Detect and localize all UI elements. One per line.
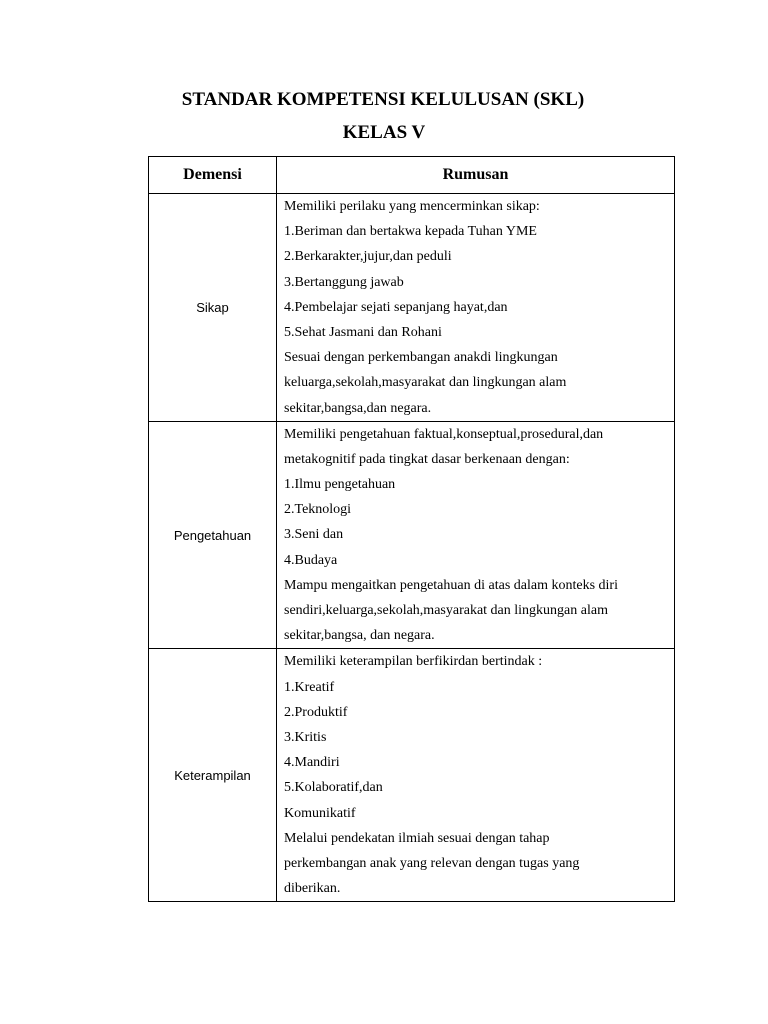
- rumusan-line: Memiliki perilaku yang mencerminkan sikap:: [284, 199, 540, 214]
- rumusan-line: 4.Mandiri: [284, 755, 340, 771]
- rumusan-line: perkembangan anak yang relevan dengan tugas yang: [284, 855, 580, 871]
- table-row: [149, 194, 675, 422]
- rumusan-line: 5.Sehat Jasmani dan Rohani: [284, 324, 442, 340]
- dimension-cell: Sikap: [149, 194, 277, 422]
- rumusan-line: 5.Kolaboratif,dan: [284, 780, 383, 796]
- rumusan-line: 1.Kreatif: [284, 679, 335, 695]
- rumusan-line: sekitar,bangsa,dan negara.: [284, 400, 432, 416]
- header-demensi: Demensi: [149, 157, 277, 194]
- rumusan-line: Mampu mengaitkan pengetahuan di atas dalam konteks diri: [284, 577, 618, 593]
- rumusan-line: Komunikatif: [284, 805, 356, 821]
- document-subtitle: KELAS V: [342, 122, 426, 143]
- rumusan-line: Memiliki pengetahuan faktual,konseptual,prosedural,dan: [284, 426, 604, 442]
- table-header-row: [149, 157, 675, 194]
- rumusan-line: 2.Berkarakter,jujur,dan peduli: [284, 249, 452, 265]
- table-body: [149, 194, 675, 902]
- rumusan-line: 3.Bertanggung jawab: [284, 274, 404, 290]
- rumusan-line: 3.Kritis: [284, 729, 327, 745]
- rumusan-line: 4.Budaya: [284, 552, 338, 568]
- rumusan-cell: [277, 649, 675, 902]
- rumusan-line: sekitar,bangsa, dan negara.: [284, 628, 435, 644]
- table-row: [149, 649, 675, 902]
- rumusan-line: diberikan.: [284, 881, 341, 897]
- rumusan-line: 3.Seni dan: [284, 527, 344, 543]
- rumusan-cell: [277, 421, 675, 649]
- header-rumusan: Rumusan: [277, 157, 675, 194]
- rumusan-cell: [277, 194, 675, 422]
- rumusan-line: Memiliki keterampilan berfikirdan bertindak :: [284, 654, 543, 670]
- rumusan-line: sendiri,keluarga,sekolah,masyarakat dan lingkungan alam: [284, 603, 608, 618]
- rumusan-line: 2.Teknologi: [284, 502, 352, 518]
- rumusan-line: keluarga,sekolah,masyarakat dan lingkungan alam: [284, 375, 567, 391]
- document-title: STANDAR KOMPETENSI KELULUSAN (SKL): [181, 89, 585, 110]
- rumusan-line: 2.Produktif: [284, 704, 348, 720]
- rumusan-line: metakognitif pada tingkat dasar berkenaan dengan:: [284, 451, 570, 467]
- rumusan-line: Sesuai dengan perkembangan anakdi lingkungan: [284, 350, 558, 366]
- table-row: [149, 421, 675, 649]
- rumusan-line: 4.Pembelajar sejati sepanjang hayat,dan: [284, 299, 508, 315]
- dimension-cell: Keterampilan: [149, 649, 277, 902]
- rumusan-line: 1.Beriman dan bertakwa kepada Tuhan YME: [284, 224, 537, 240]
- skl-table: [148, 156, 675, 902]
- dimension-cell: Pengetahuan: [149, 421, 277, 649]
- rumusan-line: 1.Ilmu pengetahuan: [284, 477, 396, 493]
- rumusan-line: Melalui pendekatan ilmiah sesuai dengan tahap: [284, 830, 550, 846]
